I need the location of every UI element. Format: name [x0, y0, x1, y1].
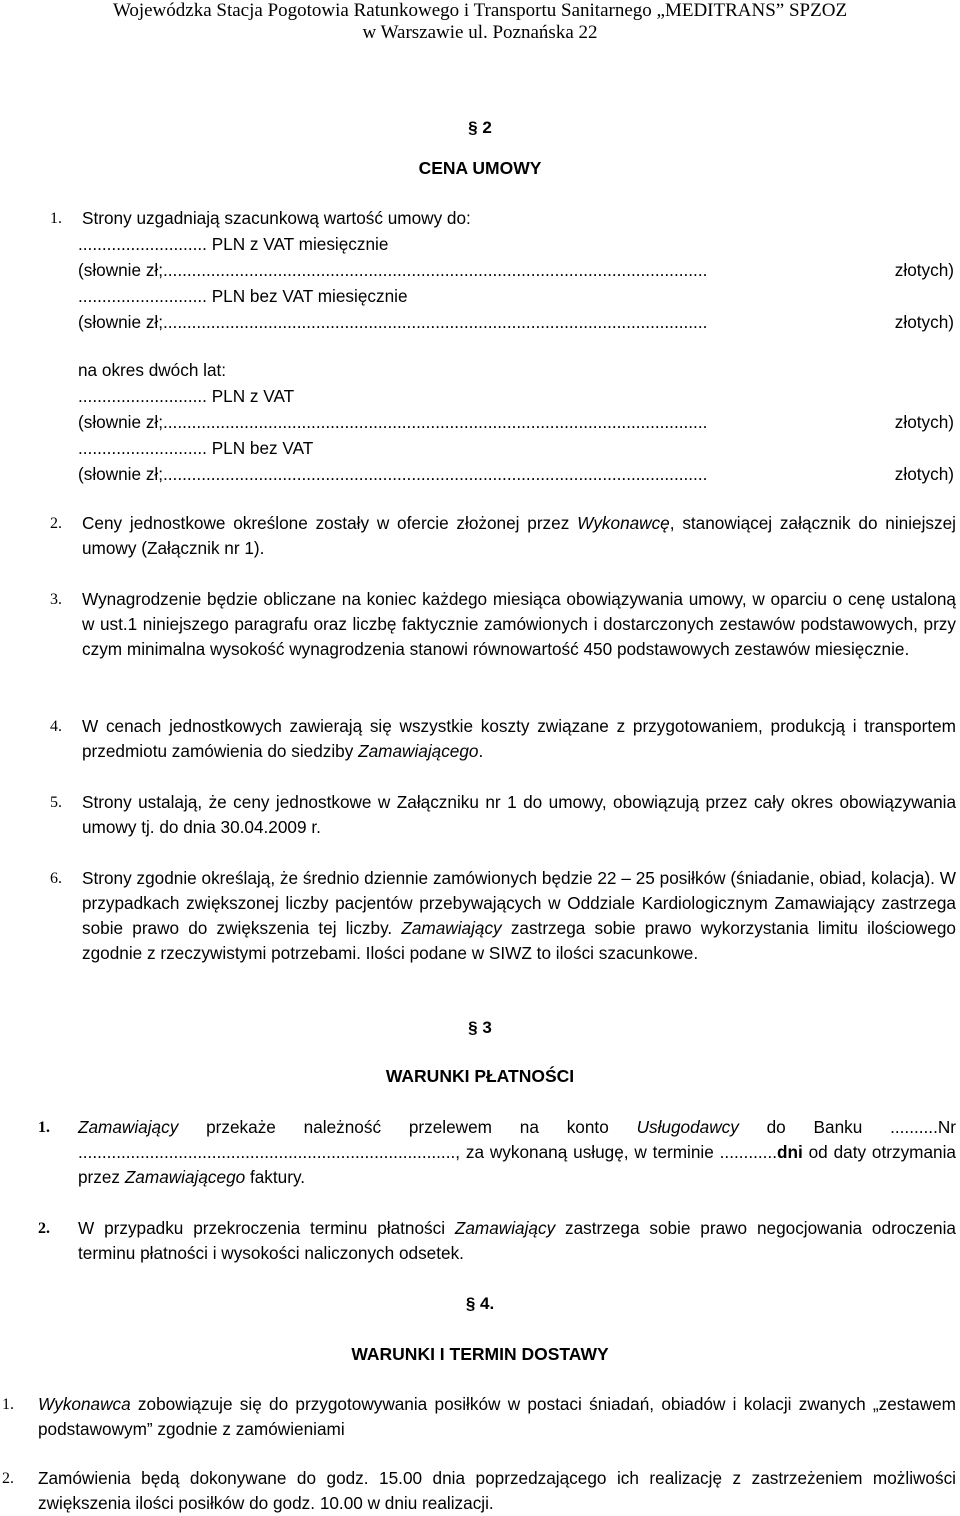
list-number: 5.	[50, 794, 62, 811]
list-number: 4.	[50, 718, 62, 735]
paragraph: Strony zgodnie określają, że średnio dziennie zamówionych będzie 22 – 25 posiłków (śniadanie, obiad, kolacja). W przypadkach zwiększonej liczby pacjentów przebywających w Oddziale Kardiologicznym Zamawiający zastrzega sobie prawo do zwiększenia tej liczby. Zamawiający zastrzega sobie prawo wykorzystania limitu ilościowego zgodnie z rzeczywistymi potrzebami. Ilości podane w SIWZ to ilości szacunkowe.	[82, 868, 956, 963]
monthly-net-line: ........................... PLN bez VAT miesięcznie	[78, 286, 408, 306]
paragraph: Zamówienia będą dokonywane do godz. 15.00 dnia poprzedzającego ich realizację z zastrzeżeniem możliwości zwiększenia ilości posiłków do godz. 10.00 w dniu realizacji.	[38, 1468, 956, 1513]
list-number: 2.	[2, 1470, 14, 1487]
paragraph: Wykonawca zobowiązuje się do przygotowywania posiłków w postaci śniadań, obiadów i kolacji zwanych „zestawem podstawowym” zgodnie z zamówieniami	[38, 1394, 956, 1439]
words-line: (słownie zł;..................................................................................................................	[78, 260, 708, 280]
section-title: WARUNKI PŁATNOŚCI	[385, 1066, 575, 1086]
price-intro: Strony uzgadniają szacunkową wartość umowy do:	[82, 208, 471, 228]
section-number: § 4.	[465, 1294, 495, 1313]
period-net-line: ........................... PLN bez VAT	[78, 438, 314, 458]
paragraph: Zamawiający przekaże należność przelewem na konto Usługodawcy do Banku ..........Nr ..............................................................................., za wykonaną usługę, w terminie ............dni od daty otrzymania przez Zamawiającego faktury.	[78, 1117, 956, 1187]
paragraph: W cenach jednostkowych zawierają się wszystkie koszty związane z przygotowaniem, produkcją i transportem przedmiotu zamówienia do siedziby Zamawiającego.	[82, 716, 956, 761]
words-suffix: złotych)	[894, 260, 954, 280]
list-number: 1.	[2, 1396, 14, 1413]
list-number: 3.	[50, 591, 62, 608]
words-line: (słownie zł;..................................................................................................................	[78, 312, 708, 332]
document-header-line-1: Wojewódzka Stacja Pogotowia Ratunkowego i Transportu Sanitarnego „MEDITRANS” SPZOZ	[112, 0, 848, 21]
paragraph: Strony ustalają, że ceny jednostkowe w Załączniku nr 1 do umowy, obowiązują przez cały okres obowiązywania umowy tj. do dnia 30.04.2009 r.	[82, 792, 956, 837]
monthly-vat-line: ........................... PLN z VAT miesięcznie	[78, 234, 389, 254]
list-number: 2.	[50, 515, 62, 532]
section-title: CENA UMOWY	[418, 158, 542, 178]
period-vat-line: ........................... PLN z VAT	[78, 386, 295, 406]
list-number: 1.	[38, 1119, 50, 1136]
section-number: § 2	[468, 118, 492, 137]
document-header-line-2: w Warszawie ul. Poznańska 22	[362, 22, 598, 43]
words-suffix: złotych)	[894, 312, 954, 332]
two-years-label: na okres dwóch lat:	[78, 360, 227, 380]
words-suffix: złotych)	[894, 464, 954, 484]
words-suffix: złotych)	[894, 412, 954, 432]
section-number: § 3	[468, 1018, 492, 1037]
list-number: 2.	[38, 1220, 50, 1237]
list-number: 1.	[50, 210, 62, 227]
list-number: 6.	[50, 870, 62, 887]
paragraph: Wynagrodzenie będzie obliczane na koniec każdego miesiąca obowiązywania umowy, w oparciu o cenę ustaloną w ust.1 niniejszego paragrafu oraz liczbę faktycznie zamówionych i dostarczonych zestawów podstawowych, przy czym minimalna wysokość wynagrodzenia stanowi równowartość 450 podstawowych zestawów miesięcznie.	[82, 589, 956, 659]
words-line: (słownie zł;..................................................................................................................	[78, 412, 708, 432]
paragraph: W przypadku przekroczenia terminu płatności Zamawiający zastrzega sobie prawo negocjowania odroczenia terminu płatności i wysokości naliczonych odsetek.	[78, 1218, 956, 1263]
section-title: WARUNKI I TERMIN DOSTAWY	[351, 1344, 609, 1364]
paragraph: Ceny jednostkowe określone zostały w ofercie złożonej przez Wykonawcę, stanowiącej załącznik do niniejszej umowy (Załącznik nr 1).	[82, 513, 956, 558]
words-line: (słownie zł;..................................................................................................................	[78, 464, 708, 484]
